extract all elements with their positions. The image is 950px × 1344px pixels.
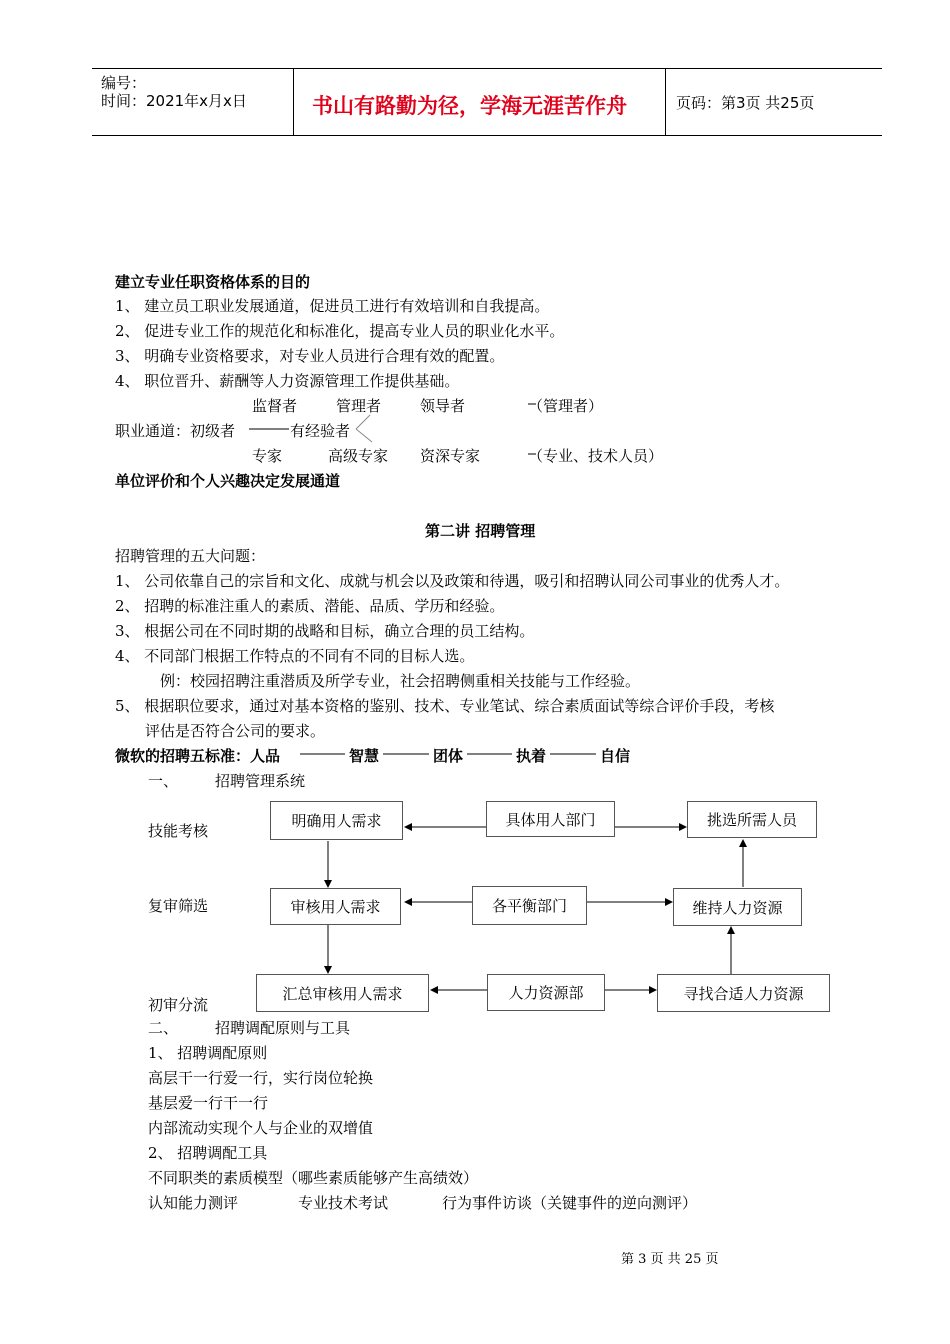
career-expert-2: 高级专家 xyxy=(328,447,389,465)
box-clarify-demand: 明确用人需求 xyxy=(270,801,403,840)
section1-item-1: 1、 建立员工职业发展通道，促进员工进行有效培训和自我提高。 xyxy=(115,297,550,315)
lecture2-example: 例：校园招聘注重潜质及所学专业，社会招聘侧重相关技能与工作经验。 xyxy=(160,672,641,690)
lecture2-title: 第二讲 招聘管理 xyxy=(425,522,536,540)
box-find-hr: 寻找合适人力资源 xyxy=(657,974,830,1012)
section-two-sub1: 1、 招聘调配原则 xyxy=(148,1044,268,1062)
career-mgmt-note: （管理者） xyxy=(528,397,604,415)
header-number-label: 编号： xyxy=(101,74,147,92)
career-mgmt-1: 监督者 xyxy=(252,397,298,415)
header-page-label: 页码：第3页 共25页 xyxy=(676,94,815,112)
row-label-skill: 技能考核 xyxy=(148,822,209,840)
section-two-sub2: 2、 招聘调配工具 xyxy=(148,1144,268,1162)
section1-item-4: 4、 职位晋升、薪酬等人力资源管理工作提供基础。 xyxy=(115,372,460,390)
header-time-label: 时间：2021年x月x日 xyxy=(101,92,247,110)
section-two-heading: 招聘调配原则与工具 xyxy=(215,1019,351,1037)
principle-line-3: 内部流动实现个人与企业的双增值 xyxy=(148,1119,374,1137)
lecture2-item-5-line1: 5、 根据职位要求，通过对基本资格的鉴别、技术、专业笔试、综合素质面试等综合评价手段，考核 xyxy=(115,697,775,715)
career-path-label: 职业通道：初级者 xyxy=(115,422,236,440)
career-branch-down xyxy=(356,429,372,442)
career-mgmt-3: 领导者 xyxy=(420,397,466,415)
section1-item-3: 3、 明确专业资格要求，对专业人员进行合理有效的配置。 xyxy=(115,347,505,365)
box-dept: 具体用人部门 xyxy=(486,801,615,837)
system-heading: 招聘管理系统 xyxy=(215,772,306,790)
header-motto: 书山有路勤为径，学海无涯苦作舟 xyxy=(312,94,627,118)
tool-2: 专业技术考试 xyxy=(298,1194,389,1212)
career-expert-1: 专家 xyxy=(252,447,283,465)
tool-3: 行为事件访谈（关键事件的逆向测评） xyxy=(442,1194,698,1212)
career-expert-note: （专业、技术人员） xyxy=(528,447,664,465)
system-heading-num: 一、 xyxy=(148,772,179,790)
lecture2-item-4: 4、 不同部门根据工作特点的不同有不同的目标人选。 xyxy=(115,647,475,665)
box-hr-dept: 人力资源部 xyxy=(487,974,605,1011)
ms-standard-4: 执着 xyxy=(516,747,547,765)
tool-model-line: 不同职类的素质模型（哪些素质能够产生高绩效） xyxy=(148,1169,479,1187)
lecture2-item-5-line2: 评估是否符合公司的要求。 xyxy=(145,722,326,740)
footer-page-number: 第 3 页 共 25 页 xyxy=(621,1252,719,1267)
ms-standards-label: 微软的招聘五标准：人品 xyxy=(115,747,281,765)
box-maintain-hr: 维持人力资源 xyxy=(673,888,802,926)
lecture2-item-3: 3、 根据公司在不同时期的战略和目标，确立合理的员工结构。 xyxy=(115,622,535,640)
principle-line-1: 高层干一行爱一行，实行岗位轮换 xyxy=(148,1069,374,1087)
principle-line-2: 基层爱一行干一行 xyxy=(148,1094,269,1112)
lecture2-item-1: 1、 公司依靠自己的宗旨和文化、成就与机会以及政策和待遇，吸引和招聘认同公司事业的优秀人才。 xyxy=(115,572,790,590)
section1-item-2: 2、 促进专业工作的规范化和标准化，提高专业人员的职业化水平。 xyxy=(115,322,565,340)
section-two-heading-num: 二、 xyxy=(148,1019,179,1037)
career-conclusion: 单位评价和个人兴趣决定发展通道 xyxy=(115,472,341,490)
tool-1: 认知能力测评 xyxy=(148,1194,239,1212)
lecture2-intro: 招聘管理的五大问题： xyxy=(115,547,266,565)
box-review-demand: 审核用人需求 xyxy=(270,888,401,925)
ms-standard-2: 智慧 xyxy=(349,747,380,765)
box-summary-review: 汇总审核用人需求 xyxy=(256,974,429,1012)
row-label-review: 复审筛选 xyxy=(148,897,209,915)
box-select-staff: 挑选所需人员 xyxy=(687,801,817,838)
lecture2-item-2: 2、 招聘的标准注重人的素质、潜能、品质、学历和经验。 xyxy=(115,597,505,615)
career-expert-3: 资深专家 xyxy=(420,447,481,465)
row-label-initial: 初审分流 xyxy=(148,996,209,1014)
section1-title: 建立专业任职资格体系的目的 xyxy=(115,273,311,291)
box-balance-dept: 各平衡部门 xyxy=(472,886,587,925)
career-path-mid: 有经验者 xyxy=(290,422,351,440)
ms-standard-3: 团体 xyxy=(433,747,464,765)
ms-standard-5: 自信 xyxy=(600,747,631,765)
career-mgmt-2: 管理者 xyxy=(336,397,382,415)
career-branch-up xyxy=(356,415,370,429)
